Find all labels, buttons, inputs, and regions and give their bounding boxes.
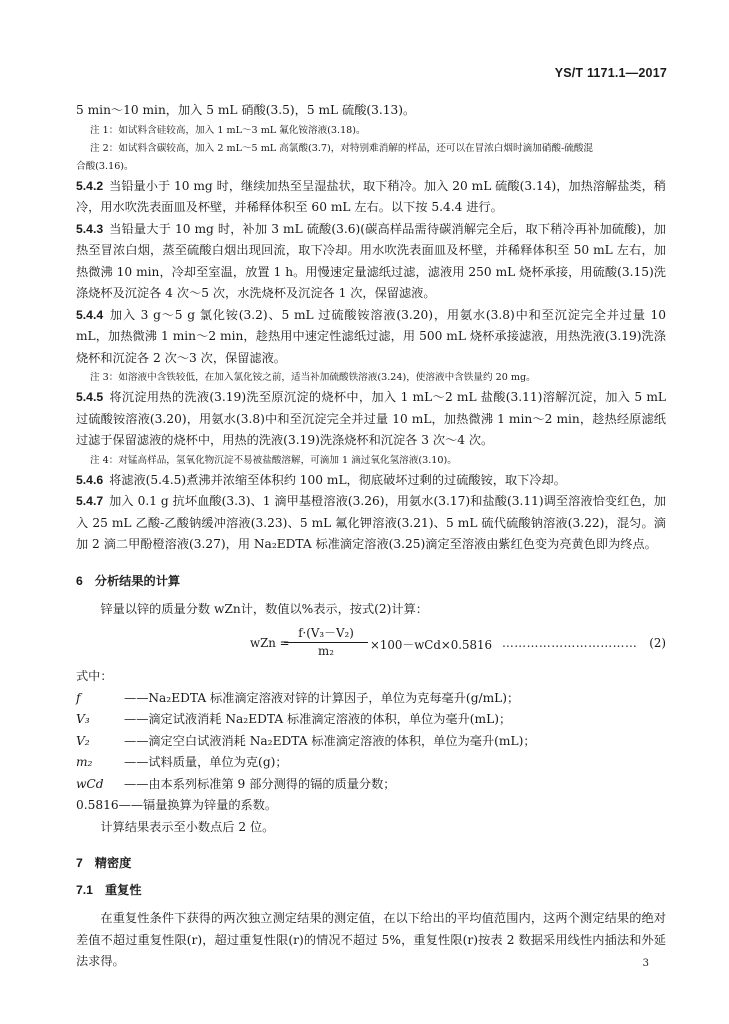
section-number: 7 bbox=[76, 856, 83, 870]
page-number: 3 bbox=[642, 958, 649, 969]
clause-number: 5.4.7 bbox=[76, 494, 104, 508]
clause-5-4-5 bbox=[76, 387, 666, 452]
section-number: 6 bbox=[76, 573, 83, 588]
variable-symbol: f bbox=[76, 690, 81, 705]
formula-denominator: m₂ bbox=[318, 644, 334, 658]
variable-row bbox=[76, 731, 666, 753]
variable-symbol: 0.5816 bbox=[76, 798, 119, 812]
variable-row bbox=[76, 709, 666, 731]
section-title: 重复性 bbox=[104, 883, 142, 897]
formula-lhs: wZn = bbox=[250, 636, 290, 650]
variable-symbol: wCd bbox=[76, 776, 104, 791]
formula-numerator: f·(V₃－V₂) bbox=[284, 624, 368, 643]
formula-leader-dots: …………………………… bbox=[502, 636, 638, 650]
variable-row bbox=[76, 795, 666, 817]
variable-desc: ——Na₂EDTA 标准滴定溶液对锌的计算因子，单位为克每毫升(g/mL)； bbox=[124, 690, 520, 705]
clause-text: 当铅量小于 10 mg 时，继续加热至呈湿盐状，取下稍冷。加入 20 mL 硫酸(3.14)，加热溶解盐类，稍冷，用水吹洗表面皿及杯壁，并稀释体积至 60 mL 左右。以下按 5.4.4 进行。 bbox=[76, 178, 666, 214]
note-1: 注 1：如试料含硅较高，加入 1 mL～3 mL 氟化铵溶液(3.18)。 bbox=[90, 124, 366, 136]
variable-desc: ——由本系列标准第 9 部分测得的镉的质量分数； bbox=[124, 776, 396, 791]
variable-symbol: m₂ bbox=[76, 755, 93, 769]
clause-5-4-6 bbox=[76, 470, 666, 492]
variable-symbol: V₃ bbox=[76, 712, 90, 726]
calculation-intro: 锌量以锌的质量分数 wZn计，数值以%表示，按式(2)计算： bbox=[100, 601, 428, 616]
clause-number: 5.4.5 bbox=[76, 390, 104, 404]
section-7-1-heading bbox=[76, 881, 666, 898]
formula-number: (2) bbox=[649, 636, 666, 650]
standard-code: YS/T 1171.1—2017 bbox=[554, 66, 667, 80]
variable-symbol: V₂ bbox=[76, 733, 90, 748]
section-6-heading bbox=[76, 572, 666, 589]
section-title: 精密度 bbox=[94, 856, 132, 870]
clause-text: 加入 3 g～5 g 氯化铵(3.2)、5 mL 过硫酸铵溶液(3.20)，用氨水(3.8)中和至沉淀完全并过量 10 mL，加热微沸 1 min～2 min，趁热用中速定性滤纸过滤，用 500 mL 烧杯承接滤液，用热洗液(3.19)洗涤烧杯和沉淀各 2 次～3 次，保留滤液。 bbox=[76, 307, 666, 365]
variable-desc: ——滴定空白试液消耗 Na₂EDTA 标准滴定溶液的体积，单位为毫升(mL)； bbox=[124, 733, 536, 748]
variable-row bbox=[76, 752, 666, 774]
formula-fraction bbox=[284, 624, 368, 658]
result-precision-note: 计算结果表示至小数点后 2 位。 bbox=[100, 819, 275, 834]
variable-desc: ——试料质量，单位为克(g)； bbox=[124, 755, 288, 769]
note-3: 注 3：如溶液中含铁较低，在加入氯化铵之前，适当补加硫酸铁溶液(3.24)，使溶液中含铁量约 20 mg。 bbox=[90, 372, 536, 383]
clause-5-4-2 bbox=[76, 176, 666, 219]
clause-text: 将沉淀用热的洗液(3.19)洗至原沉淀的烧杯中，加入 1 mL～2 mL 盐酸(3.11)溶解沉淀，加入 5 mL 过硫酸铵溶液(3.20)，用氨水(3.8)中和至沉淀完全并过量 10 mL，加热微沸 1 min～2 min，趁热经原滤纸过滤于保留滤液的烧杯中，用热的洗液(3.19)洗涤烧杯和沉淀各 3 次～4 次。 bbox=[76, 390, 666, 447]
paragraph-continuation: 5 min～10 min，加入 5 mL 硝酸(3.5)，5 mL 硫酸(3.13)。 bbox=[76, 103, 416, 117]
clause-5-4-3 bbox=[76, 219, 666, 305]
section-number: 7.1 bbox=[76, 883, 93, 897]
page-body bbox=[76, 100, 666, 973]
section-7-heading bbox=[76, 854, 666, 871]
note-4: 注 4：对锰高样品，氢氧化物沉淀不易被盐酸溶解，可滴加 1 滴过氧化氢溶液(3.10)。 bbox=[90, 454, 457, 466]
repeatability-text: 在重复性条件下获得的两次独立测定结果的测定值，在以下给出的平均值范围内，这两个测定结果的绝对差值不超过重复性限(r)，超过重复性限(r)的情况不超过 5%，重复性限(r)按表 2 数据采用线性内插法和外延法求得。 bbox=[76, 911, 666, 968]
formula-2 bbox=[76, 624, 666, 664]
clause-number: 5.4.3 bbox=[76, 221, 104, 236]
clause-number: 5.4.2 bbox=[76, 178, 104, 193]
note-2-continuation: 合酸(3.16)。 bbox=[76, 160, 134, 172]
clause-5-4-7 bbox=[76, 491, 666, 556]
variable-row bbox=[76, 688, 666, 710]
clause-text: 当铅量大于 10 mg 时，补加 3 mL 硫酸(3.6)(碳高样品需待碳消解完全后，取下稍冷再补加硫酸)，加热至冒浓白烟，蒸至硫酸白烟出现回流，取下冷却。用水吹洗表面皿及杯壁，并稀释体积至 50 mL 左右，加热微沸 10 min，冷却至室温，放置 1 h。用慢速定量滤纸过滤，滤液用 250 mL 烧杯承接，用硫酸(3.15)洗涤烧杯及沉淀各 4 次～5 次，水洗烧杯及沉淀各 1 次，保留滤液。 bbox=[76, 221, 666, 300]
where-label: 式中： bbox=[76, 669, 113, 683]
variable-desc: ——镉量换算为锌量的系数。 bbox=[118, 798, 278, 812]
clause-text: 将滤液(5.4.5)煮沸并浓缩至体积约 100 mL，彻底破坏过剩的过硫酸铵，取下冷却。 bbox=[109, 472, 566, 487]
variable-desc: ——滴定试液消耗 Na₂EDTA 标准滴定溶液的体积，单位为毫升(mL)； bbox=[124, 712, 512, 726]
clause-number: 5.4.4 bbox=[76, 307, 104, 322]
formula-rest: ×100－wCd×0.5816 bbox=[370, 638, 493, 652]
clause-text: 加入 0.1 g 抗坏血酸(3.3)、1 滴甲基橙溶液(3.26)，用氨水(3.17)和盐酸(3.11)调至溶液恰变红色，加入 25 mL 乙酸-乙酸钠缓冲溶液(3.23)、5 mL 氟化钾溶液(3.21)、5 mL 硫代硫酸钠溶液(3.22)，混匀。滴加 2 滴二甲酚橙溶液(3.27)，用 Na₂EDTA 标准滴定溶液(3.25)滴定至溶液由紫红色变为亮黄色即为终点。 bbox=[76, 494, 666, 551]
section-title: 分析结果的计算 bbox=[94, 573, 181, 588]
variable-row bbox=[76, 774, 666, 796]
clause-5-4-4 bbox=[76, 305, 666, 370]
note-2: 注 2：如试料含碳较高，加入 2 mL～5 mL 高氯酸(3.7)，对特别难消解的样品，还可以在冒浓白烟时滴加硝酸-硫酸混 bbox=[90, 142, 594, 154]
clause-number: 5.4.6 bbox=[76, 472, 104, 487]
